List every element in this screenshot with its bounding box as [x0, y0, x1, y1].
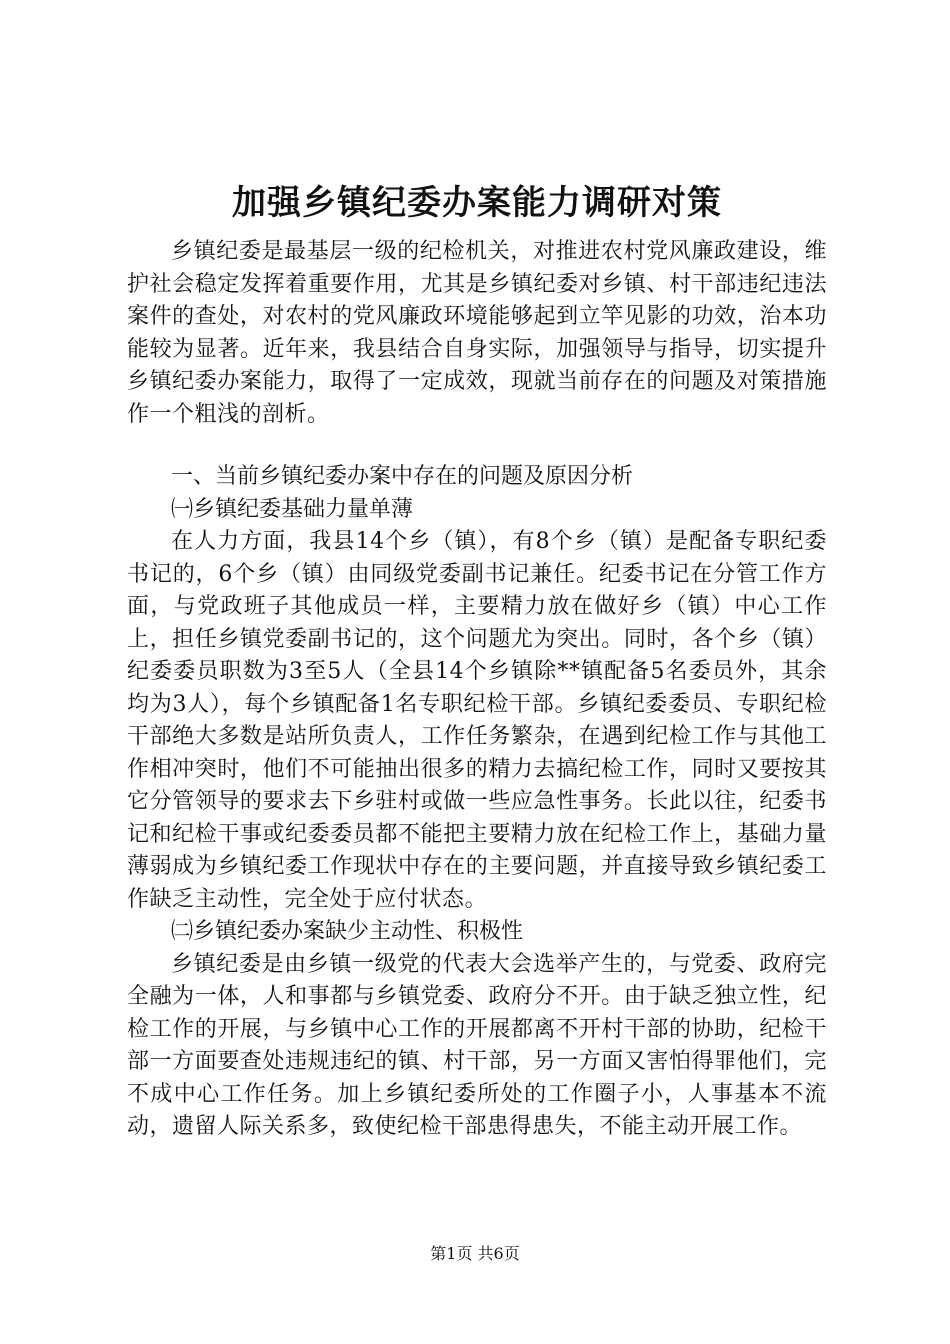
document-title: 加强乡镇纪委办案能力调研对策: [232, 183, 722, 223]
section-spacer: [127, 431, 827, 461]
document-page: [127, 178, 827, 1144]
intro-paragraph: 乡镇纪委是最基层一级的纪检机关，对推进农村党风廉政建设，维护社会稳定发挥着重要作用，尤其是乡镇纪委对乡镇、村干部违纪违法案件的查处，对农村的党风廉政环境能够起到立竿见影的功效，治本功能较为显著。近年来，我县结合自身实际，加强领导与指导，切实提升乡镇纪委办案能力，取得了一定成效，现就当前存在的问题及对策措施作一个粗浅的剖析。: [127, 239, 827, 427]
subsection-heading-2: ㈡乡镇纪委办案缺少主动性、积极性: [171, 919, 524, 944]
section-heading: 一、当前乡镇纪委办案中存在的问题及原因分析: [171, 464, 634, 489]
subsection-body-2: 乡镇纪委是由乡镇一级党的代表大会选举产生的，与党委、政府完全融为一体，人和事都与乡镇党委、政府分不开。由于缺乏独立性，纪检工作的开展，与乡镇中心工作的开展都离不开村干部的协助，纪检干部一方面要查处违规违纪的镇、村干部，另一方面又害怕得罪他们，完不成中心工作任务。加上乡镇纪委所处的工作圈子小，人事基本不流动，遗留人际关系多，致使纪检干部患得患失，不能主动开展工作。: [127, 951, 827, 1139]
subsection-body-1: 在人力方面，我县14个乡（镇），有8个乡（镇）是配备专职纪委书记的，6个乡（镇）由同级党委副书记兼任。纪委书记在分管工作方面，与党政班子其他成员一样，主要精力放在做好乡（镇）中心工作上，担任乡镇党委副书记的，这个问题尤为突出。同时，各个乡（镇）纪委委员职数为3至5人（全县14个乡镇除**镇配备5名委员外，其余均为3人），每个乡镇配备1名专职纪检干部。乡镇纪委委员、专职纪检干部绝大多数是站所负责人，工作任务繁杂，在遇到纪检工作与其他工作相冲突时，他们不可能抽出很多的精力去搞纪检工作，同时又要按其它分管领导的要求去下乡驻村或做一些应急性事务。长此以往，纪委书记和纪检干事或纪委委员都不能把主要精力放在纪检工作上，基础力量薄弱成为乡镇纪委工作现状中存在的主要问题，并直接导致乡镇纪委工作缺乏主动性，完全处于应付状态。: [127, 529, 827, 912]
subsection-heading-1: ㈠乡镇纪委基础力量单薄: [171, 496, 414, 522]
page-footer: 第1页 共6页: [430, 1244, 520, 1263]
